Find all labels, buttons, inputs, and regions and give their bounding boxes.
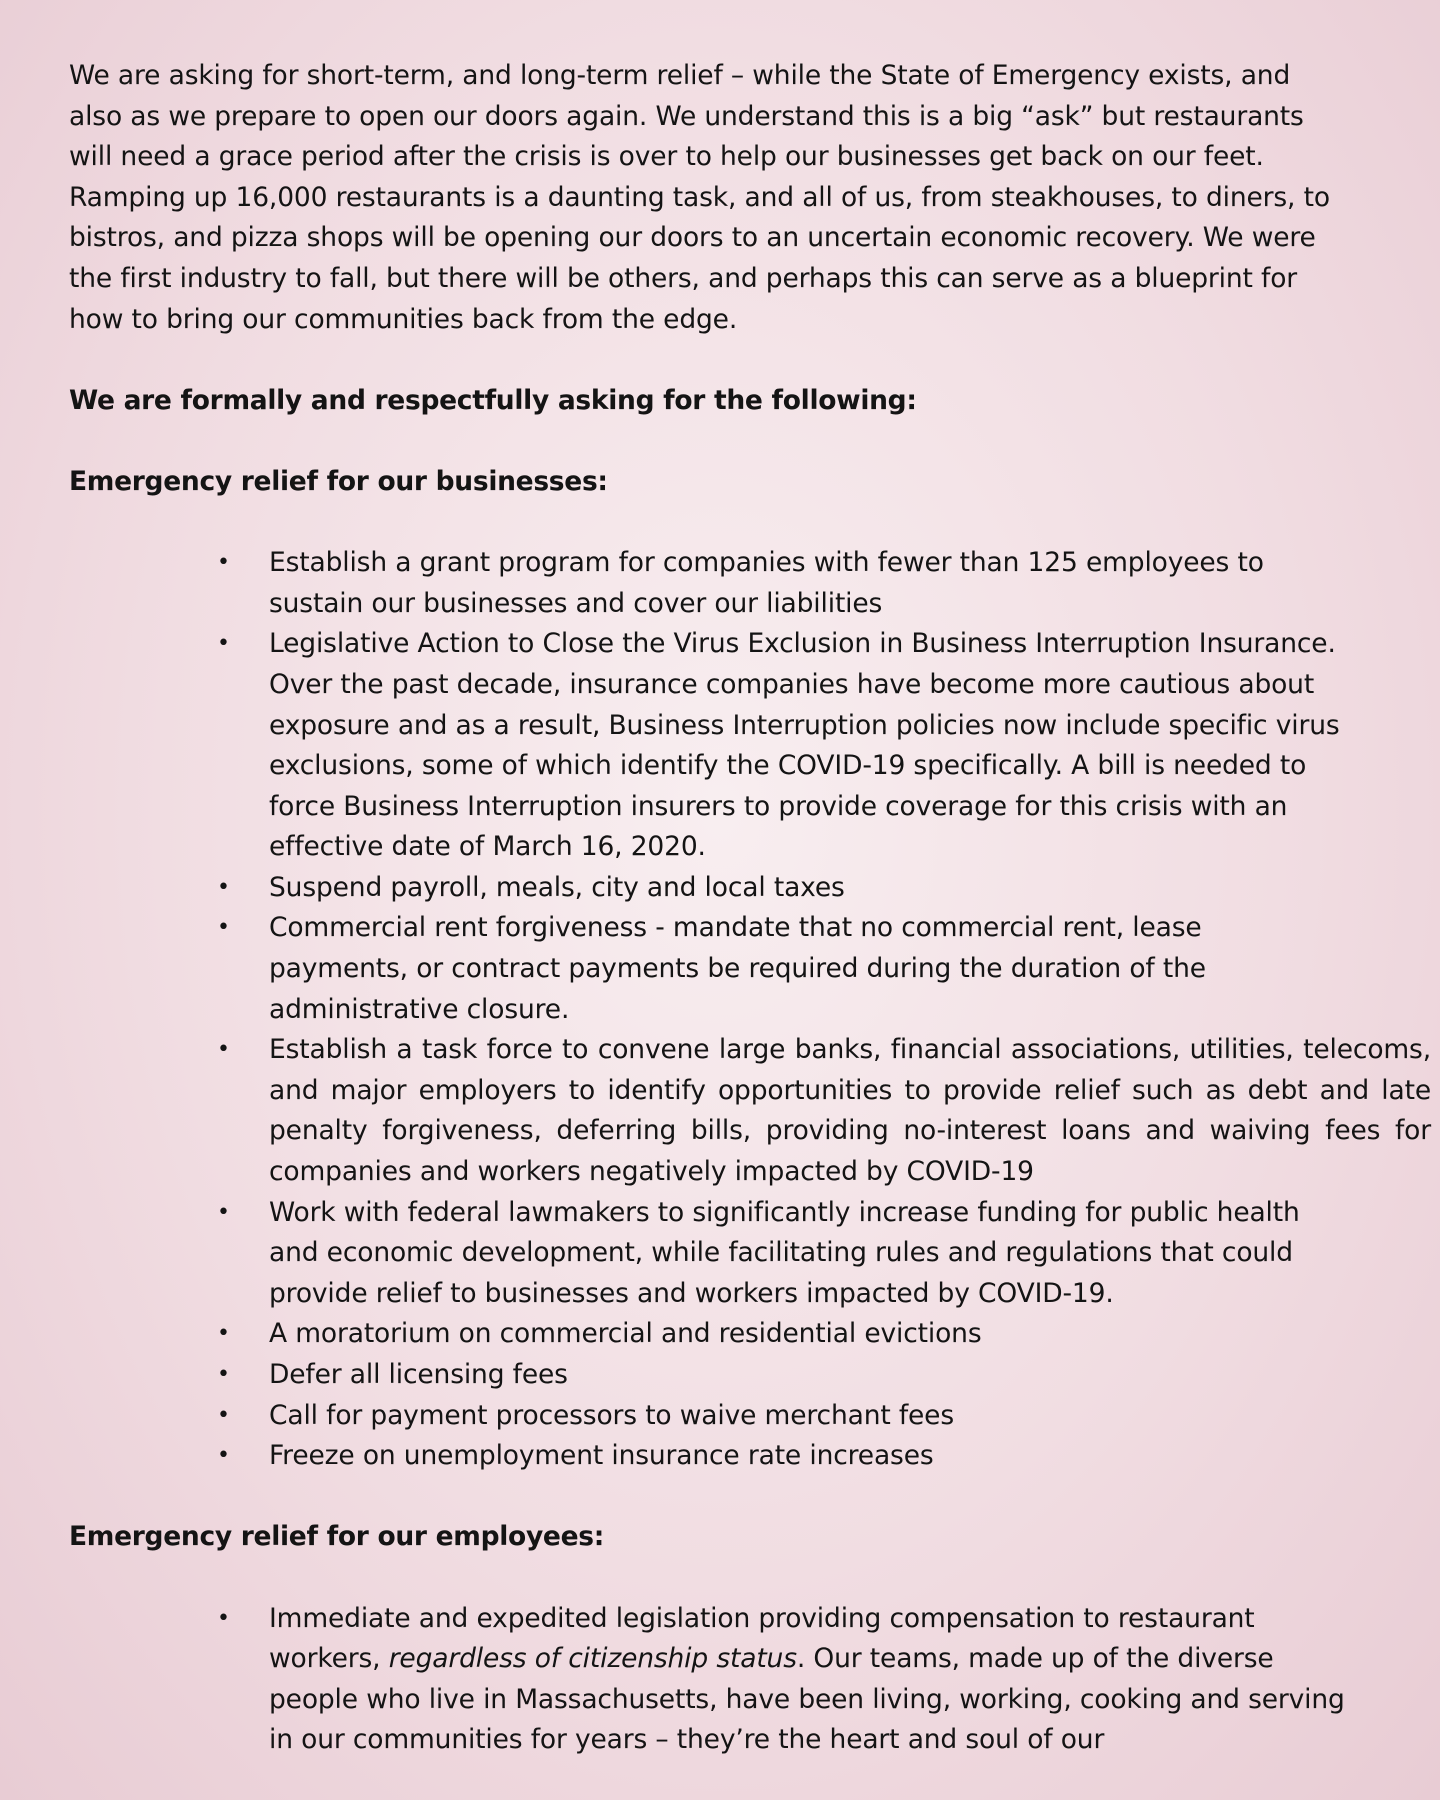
intro-line: bistros, and pizza shops will be opening our doors to an uncertain economic recovery. We were — [69, 222, 1316, 254]
intro-line: Ramping up 16,000 restaurants is a daunting task, and all of us, from steakhouses, to diners, to — [69, 181, 1330, 213]
spacer — [69, 503, 1440, 544]
text-run: workers, — [269, 1643, 389, 1675]
list-item-line — [269, 1639, 1440, 1680]
list-item — [217, 624, 1440, 868]
intro-line: how to bring our communities back from the edge. — [69, 303, 738, 335]
list-item-line: Immediate and expedited legislation providing compensation to restaurant — [269, 1602, 1255, 1634]
text-run: . Our teams, made up of the diverse — [796, 1643, 1274, 1675]
list-item-line: payments, or contract payments be required during the duration of the — [269, 953, 1206, 985]
intro-line: We are asking for short-term, and long-term relief – while the State of Emergency exists, and — [69, 60, 1291, 91]
bullet-icon: • — [217, 1362, 230, 1387]
list-item-line: A moratorium on commercial and residential evictions — [269, 1318, 982, 1350]
bullet-icon: • — [217, 1037, 230, 1063]
list-item — [217, 543, 1440, 624]
spacer — [69, 340, 1440, 381]
list-item-line: penalty forgiveness, deferring bills, providing no-interest loans and waiving fees for — [269, 1115, 1431, 1147]
list-item-line: Over the past decade, insurance companies have become more cautious about — [269, 668, 1315, 700]
list-item-line: exposure and as a result, Business Interruption policies now include specific virus — [269, 709, 1340, 741]
list-item-line: in our communities for years – they’re the heart and soul of our — [269, 1724, 1105, 1756]
list-item-line: Call for payment processors to waive merchant fees — [269, 1399, 954, 1431]
intro-paragraph — [69, 56, 1379, 340]
list-item — [217, 1314, 1440, 1355]
list-item-line: sustain our businesses and cover our liabilities — [269, 587, 883, 619]
employee-relief-list — [69, 1599, 1440, 1761]
list-item-line: Suspend payroll, meals, city and local taxes — [269, 871, 845, 903]
list-item-line: Defer all licensing fees — [269, 1359, 568, 1390]
list-item-line: Establish a grant program for companies with fewer than 125 employees to — [269, 547, 1264, 579]
bullet-icon: • — [217, 874, 230, 900]
bullet-icon: • — [217, 1321, 230, 1347]
list-item-line: provide relief to businesses and workers impacted by COVID-19. — [269, 1277, 1114, 1309]
bullet-icon: • — [217, 1402, 230, 1428]
bullet-icon: • — [217, 1605, 230, 1631]
list-item-line: administrative closure. — [269, 993, 570, 1025]
spacer — [69, 1477, 1440, 1518]
bullet-icon: • — [217, 631, 230, 657]
spacer — [69, 1558, 1440, 1599]
list-item-line: Work with federal lawmakers to significantly increase funding for public health — [269, 1196, 1300, 1228]
bullet-icon: • — [217, 550, 230, 576]
list-item-line: and economic development, while facilitating rules and regulations that could — [269, 1237, 1293, 1269]
bullet-icon: • — [217, 1443, 230, 1469]
intro-line: also as we prepare to open our doors again. We understand this is a big “ask” but restaurants — [69, 100, 1304, 132]
request-heading: We are formally and respectfully asking for the following: — [69, 384, 917, 416]
employee-relief-heading: Emergency relief for our employees: — [69, 1521, 605, 1553]
list-item — [217, 1436, 1440, 1477]
list-item-line: force Business Interruption insurers to provide coverage for this crisis with an — [269, 790, 1288, 822]
list-item-line: people who live in Massachusetts, have been living, working, cooking and serving — [269, 1683, 1345, 1715]
list-item-line: Legislative Action to Close the Virus Exclusion in Business Interruption Insurance. — [269, 628, 1336, 660]
list-item-line: effective date of March 16, 2020. — [269, 831, 706, 863]
intro-line: will need a grace period after the crisis is over to help our businesses get back on our feet. — [69, 141, 1264, 173]
emphasis-text: regardless of citizenship status — [388, 1643, 797, 1675]
list-item-line: Freeze on unemployment insurance rate increases — [269, 1440, 934, 1472]
bullet-icon: • — [217, 1199, 230, 1225]
list-item — [217, 1355, 1440, 1396]
business-relief-heading: Emergency relief for our businesses: — [69, 465, 608, 497]
list-item — [217, 1030, 1440, 1192]
list-item-line: Establish a task force to convene large banks, financial associations, utilities, telecoms, — [269, 1034, 1431, 1066]
spacer — [69, 421, 1440, 462]
list-item — [217, 908, 1440, 1030]
list-item-line: Commercial rent forgiveness - mandate that no commercial rent, lease — [269, 912, 1202, 944]
list-item-line: companies and workers negatively impacted by COVID-19 — [269, 1156, 1034, 1188]
business-relief-list — [69, 543, 1440, 1477]
list-item — [217, 1396, 1440, 1437]
list-item-line: exclusions, some of which identify the COVID-19 specifically. A bill is needed to — [269, 750, 1307, 782]
list-item — [217, 1193, 1440, 1315]
intro-line: the first industry to fall, but there will be others, and perhaps this can serve as a blueprint for — [69, 262, 1298, 294]
bullet-icon: • — [217, 915, 230, 941]
list-item — [217, 1599, 1440, 1761]
list-item — [217, 868, 1440, 909]
list-item-line: and major employers to identify opportunities to provide relief such as debt and late — [269, 1074, 1431, 1106]
